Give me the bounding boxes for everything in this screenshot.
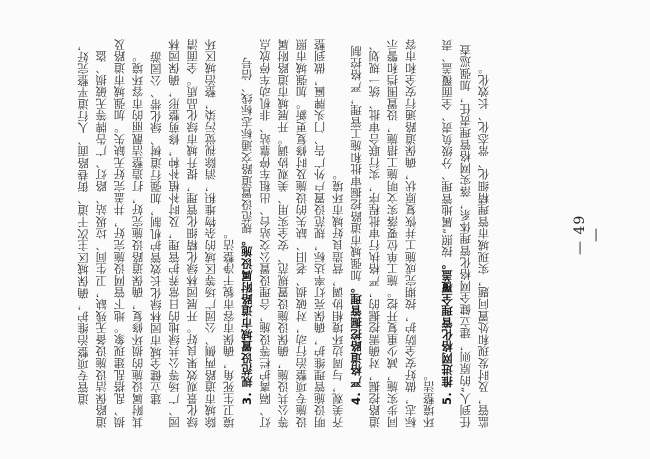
paragraph-with-heading	[238, 36, 347, 428]
paragraph-text: 按照“属地管理、分级负责、全面覆盖、责任到人”的原则，建立健全网格化管理体系，落实网格管理责任，加强巡查监管，及时发现和处置问题，实现城市管理精细化、常态化、长效化。	[440, 39, 491, 428]
paragraph-text: 规范设置道路交通标志标线、信号灯、隔离护栏等设施，合理设置公交站台、出租车停靠站、非机动车停放点等公共设施，确保设施设置规范、安全实用、美观协调。开展城市道路附属设施专项整治行动，对破损、老旧、缺失的设施及时修复更新。加强城市照明设施管理维护，确保亮灯率达标，规范设置户外广告、门头牌匾，做到整齐美观，与周边环境相协调，营造良好城市环境。	[239, 38, 345, 428]
section-heading: 5. 推进网格化管理全覆盖。	[440, 257, 455, 406]
paragraph-with-heading	[347, 36, 438, 428]
document-body	[74, 36, 526, 428]
page-number: — 49 —	[572, 214, 604, 256]
section-heading: 4. 严格道路挖掘管理。	[349, 281, 364, 406]
paragraph-with-heading	[438, 36, 493, 428]
section-heading: 3. 规范设置城市道路附属设施。	[239, 234, 254, 406]
paragraph: 道管专项整治维护，确保城区主次干道、街巷路面、人行道平整完好，道路保洁设施设备无残缺，卫生间、垃圾站、路灯、广告牌等无破损、盗损、乱搭乱建现象。地下管网设施完好，井盖完好无缺失。加强城市道路及其附属设施的损坏修复，确保道路设施完好，打造整洁靓丽的市容环境。	[76, 38, 145, 428]
paragraph-text: 加强城市道路挖掘审批和施工管理，严格控制道路挖掘，对确需挖掘的，严格执行审批程序，实行联合审批、统一规划、同步实施，减少重复开挖。施工单位要落实文明施工措施，设置围挡和警示标志，做好安全防护，按期完成施工并恢复原状，确保道路通行安全和市容环境整洁。	[349, 38, 436, 428]
paragraph: 建立健全城市园林绿化长效管护机制，加强行道树、绿化带、公园游园、广场等公共绿地的日常养护管理，及时补植补种，修剪整形，确保园林绿化景观效果良好。开展园林绿化精细化管理，提升城市绿化品质。全面清除城市道路两侧、公园广场等区域的杂物堆积，消除视觉污染，整治城区环境卫生死角，确保市容市貌干净整洁。	[148, 38, 236, 428]
